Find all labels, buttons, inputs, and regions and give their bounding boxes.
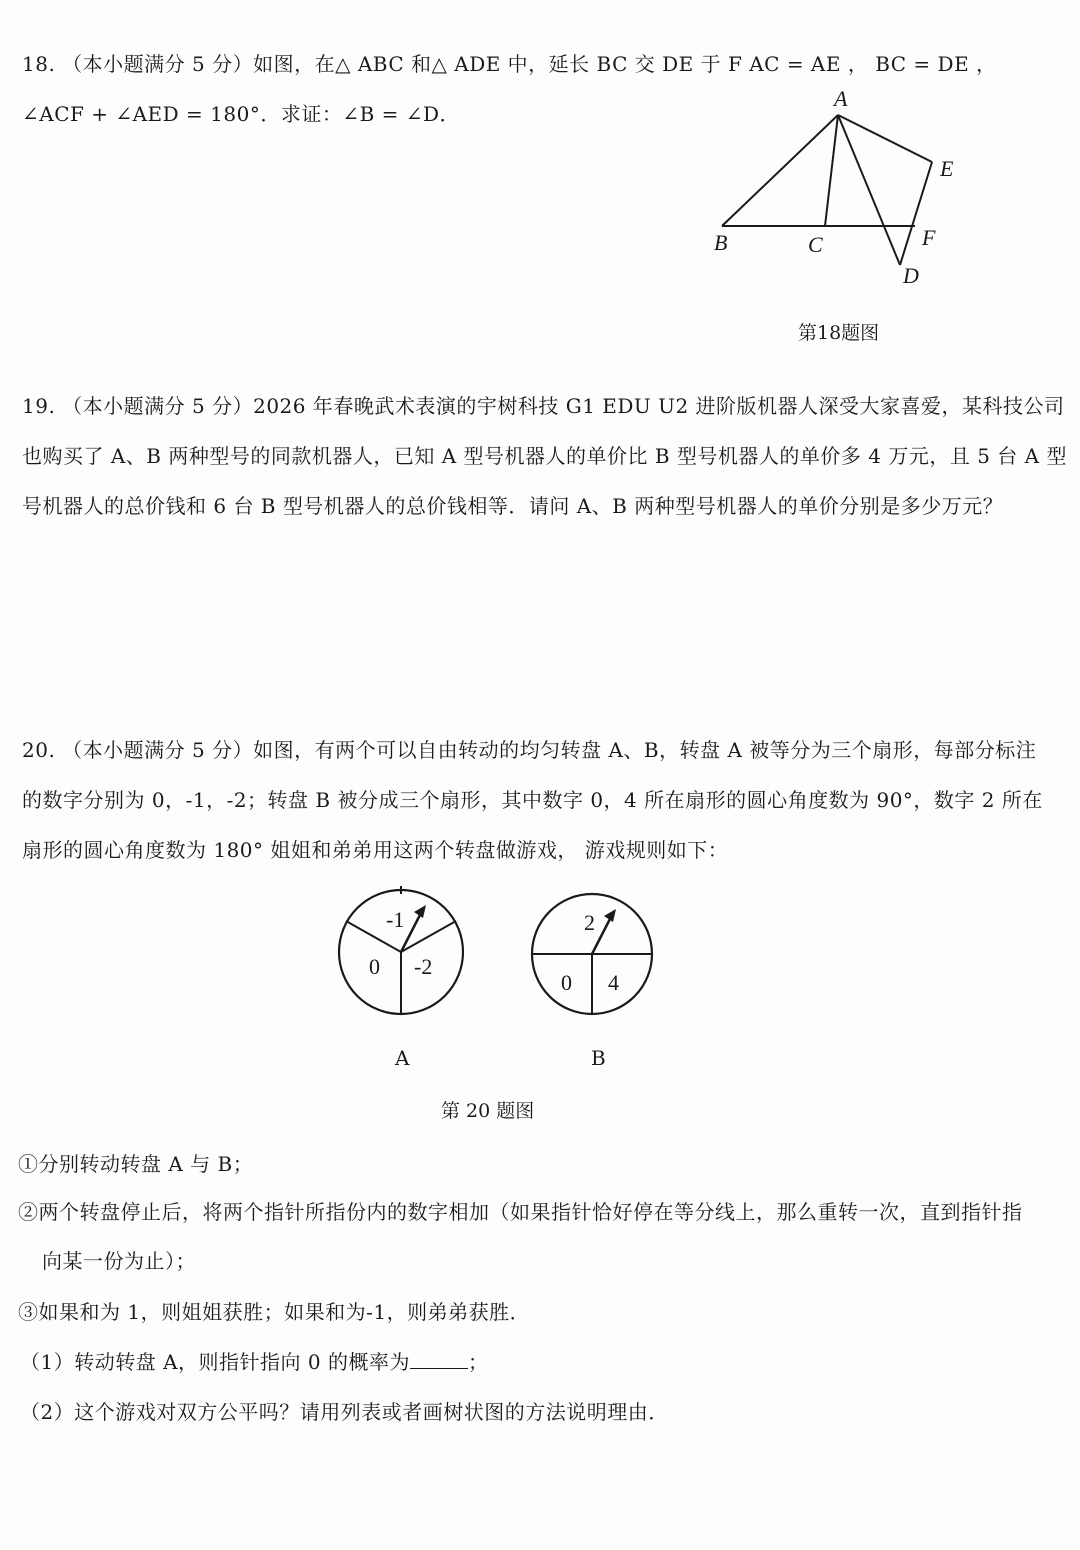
q20-subquestion-1 [20,1346,488,1375]
q20-rule-3: ③如果和为 1，则姐姐获胜；如果和为-1，则弟弟获胜． [18,1300,531,1324]
q20-line-1: 20. （本小题满分 5 分）如图，有两个可以自由转动的均匀转盘 A、B，转盘 A 被等分为三个扇形，每部分标注 [22,738,1037,762]
q20-subquestion-2: （2）这个游戏对双方公平吗？请用列表或者画树状图的方法说明理由． [20,1400,669,1424]
spinner-b-pointer [592,915,612,954]
point-e-label: E [940,156,954,181]
point-b-label: B [714,230,728,255]
q19-line-3: 号机器人的总价钱和 6 台 B 型号机器人的总价钱相等．请问 A、B 两种型号机器人的单价分别是多少万元？ [22,494,1004,518]
q19-line-2: 也购买了 A、B 两种型号的同款机器人，已知 A 型号机器人的单价比 B 型号机器人的单价多 4 万元，且 5 台 A 型 [22,444,1067,468]
spinner-b-sector-label: 0 [561,970,572,995]
spinner-a [330,878,475,1023]
segment-ad [838,115,900,265]
spinner-a-name: A [395,1046,410,1070]
spinner-b-name: B [591,1046,606,1070]
spinner-a-sector-label: 0 [369,954,380,979]
q19-line-1: 19. （本小题满分 5 分）2026 年春晚武术表演的宇树科技 G1 EDU U2 进阶版机器人深受大家喜爱，某科技公司 [22,394,1065,418]
q18-line-2: ∠ACF + ∠AED = 180°．求证：∠B = ∠D． [22,102,461,126]
q20-rule-1: ①分别转动转盘 A 与 B； [18,1152,254,1176]
point-a-label: A [834,86,848,111]
q20-line-3: 扇形的圆心角度数为 180° 姐姐和弟弟用这两个转盘做游戏， 游戏规则如下： [22,838,729,862]
segment-ae [838,115,932,162]
point-c-label: C [808,232,823,257]
spinner-b-sector-label: 2 [584,910,595,935]
q18-line-1: 18. （本小题满分 5 分）如图，在△ ABC 和△ ADE 中，延长 BC 交 DE 于 F AC = AE ， BC = DE ， [22,52,997,76]
spinner-a-sector-label: -2 [414,954,433,979]
answer-blank[interactable] [410,1350,468,1369]
spinner-b [522,888,662,1023]
q20-subquestion-1-text: （1）转动转盘 A，则指针指向 0 的概率为 [20,1350,410,1374]
point-f-label: F [922,225,936,250]
q20-line-2: 的数字分别为 0，-1，-2；转盘 B 被分成三个扇形，其中数字 0，4 所在扇形的圆心角度数为 90°，数字 2 所在 [22,788,1043,812]
q20-figure-caption: 第 20 题图 [441,1100,535,1122]
q20-rule-2: ②两个转盘停止后，将两个指针所指份内的数字相加（如果指针恰好停在等分线上，那么重转一次，直到指针指 [18,1200,1023,1224]
q20-rule-2-continued: 向某一份为止）； [42,1249,196,1273]
segment-ac [825,115,838,226]
q20-subquestion-1-suffix: ； [467,1350,489,1374]
q18-geometry-figure [700,80,990,310]
q18-figure-caption: 第18题图 [798,322,880,344]
point-d-label: D [903,263,919,288]
spinner-b-sector-label: 4 [608,970,619,995]
spinner-a-sector-label: -1 [386,907,405,932]
segment-ab [722,115,838,226]
